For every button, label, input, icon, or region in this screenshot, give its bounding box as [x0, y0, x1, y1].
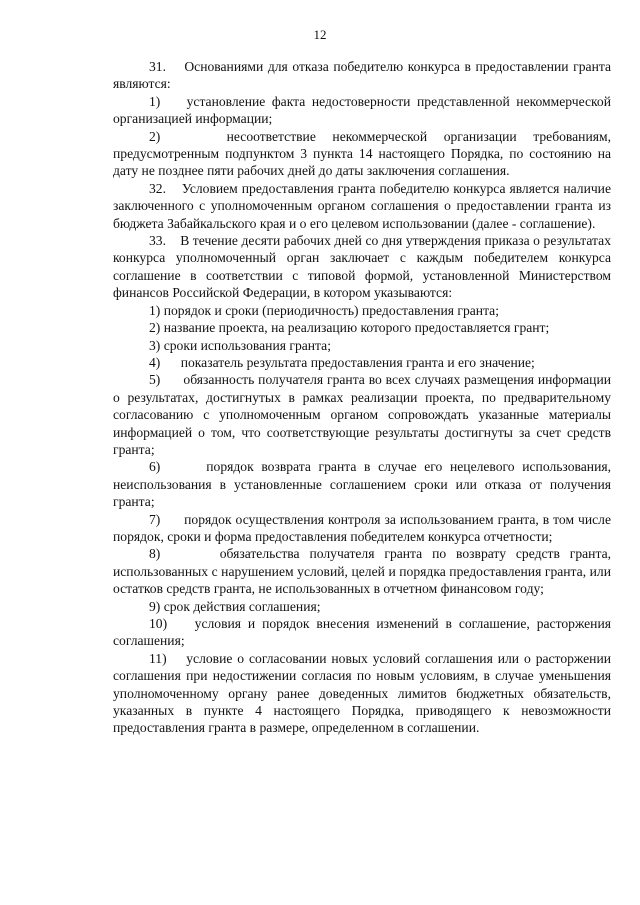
paragraph-33-item-5: 5) обязанность получателя гранта во всех случаях размещения информации о результатах, достигнутых в рамках реализации проекта, по предварительному согласованию с уполномоченным органом сопровождать указанные материалы информацией о том, что соответствующие результаты достигнуты за счет средств гранта;	[113, 372, 611, 457]
paragraph-33-item-7: 7) порядок осуществления контроля за использованием гранта, в том числе порядок, сроки и форма предоставления победителем конкурса отчетности;	[113, 511, 611, 544]
paragraph-33-item-4: 4) показатель результата предоставления гранта и его значение;	[149, 354, 535, 370]
paragraph-31-item-2: 2) несоответствие некоммерческой организации требованиям, предусмотренным подпунктом 3 пункта 14 настоящего Порядка, по состоянию на дату не позднее пяти рабочих дней до даты заключения соглашения.	[113, 128, 611, 179]
paragraph-33-item-2: 2) название проекта, на реализацию которого предоставляется грант;	[149, 320, 550, 336]
paragraph-33: 33. В течение десяти рабочих дней со дня утверждения приказа о результатах конкурса уполномоченный орган заключает с каждым победителем конкурса соглашение в соответствии с типовой формой, установленной Министерством финансов Российской Федерации, в котором указываются:	[113, 233, 611, 301]
paragraph-33-item-6: 6) порядок возврата гранта в случае его нецелевого использования, неиспользования в установленные соглашением сроки или отказа от получения гранта;	[113, 459, 611, 510]
document-body	[113, 58, 611, 737]
paragraph-33-item-9: 9) срок действия соглашения;	[149, 598, 321, 614]
paragraph-33-item-3: 3) сроки использования гранта;	[149, 337, 331, 353]
paragraph-33-item-11: 11) условие о согласовании новых условий соглашения или о расторжении соглашения при недостижении согласия по новым условиям, в случае уменьшения уполномоченному органу ранее доведенных лимитов бюджетных обязательств, указанных в пункте 4 настоящего Порядка, приводящего к невозможности предоставления гранта в размере, определенном в соглашении.	[113, 650, 611, 736]
paragraph-32: 32. Условием предоставления гранта победителю конкурса является наличие заключенного с уполномоченным органом соглашения о предоставлении гранта из бюджета Забайкальского края и о его целевом использовании (далее - соглашение).	[113, 180, 611, 231]
paragraph-33-item-10: 10) условия и порядок внесения изменений в соглашение, расторжения соглашения;	[113, 616, 611, 649]
paragraph-31-item-1: 1) установление факта недостоверности представленной некоммерческой организацией информации;	[113, 93, 611, 127]
paragraph-31: 31. Основаниями для отказа победителю конкурса в предоставлении гранта являются:	[113, 59, 611, 92]
paragraph-33-item-1: 1) порядок и сроки (периодичность) предоставления гранта;	[149, 302, 499, 318]
page-number: 12	[313, 27, 327, 42]
paragraph-33-item-8: 8) обязательства получателя гранта по возврату средств гранта, использованных с нарушением условий, целей и порядка предоставления гранта, или остатков средств гранта, не использованных в отчетном финансовом году;	[113, 546, 611, 597]
